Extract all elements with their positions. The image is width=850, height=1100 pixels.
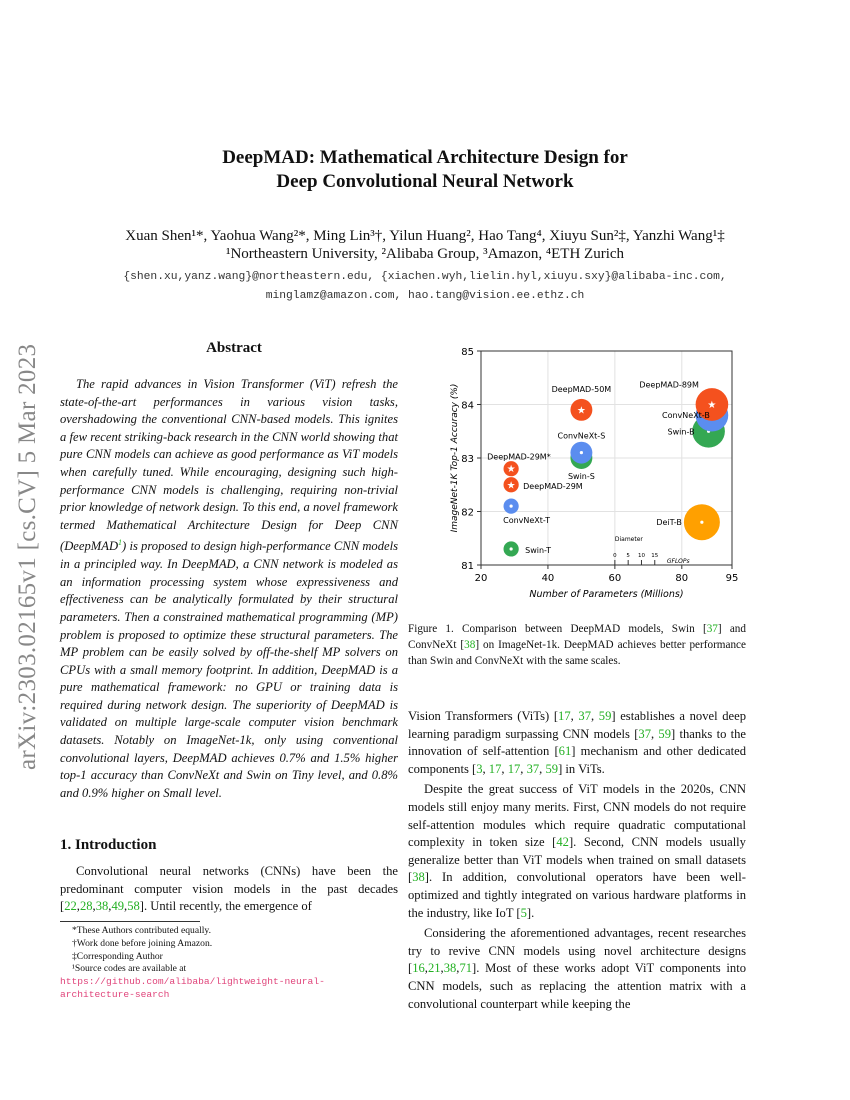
x-tick-label: 20 — [474, 573, 488, 584]
source-code-link[interactable]: https://github.com/alibaba/lightweight-neural-architecture-search — [60, 976, 325, 1000]
y-tick-label: 83 — [461, 454, 474, 465]
author-list: Xuan Shen¹*, Yaohua Wang²*, Ming Lin³†, Yilun Huang², Hao Tang⁴, Xiuyu Sun²‡, Yanzhi Wang¹‡ — [125, 228, 725, 244]
citation-link[interactable]: 49 — [111, 899, 125, 914]
text-run: The rapid advances in Vision Transformer (ViT) refresh the state-of-the-art performances in various vision tasks, overshadowing the conventional CNN-based models. This ignites a few recent striking-back research in the CNN world showing that pure CNN models can achieve as good performance as ViT models when carefully tuned. While encouraging, designing such high-performance CNN models is challenging, requiring non-trivial prior knowledge of network design. To this end, a novel framework termed Mathematical Architecture Design for Deep CNN (DeepMAD — [60, 377, 398, 554]
star-marker: ★ — [506, 464, 516, 476]
citation-link[interactable]: 37 — [706, 623, 718, 635]
citation-link[interactable]: 3 — [476, 761, 483, 776]
text-run: ] mechanism and other dedicated components [ — [408, 744, 746, 776]
point-label: Swin-T — [525, 545, 552, 555]
text-run: ]. In addition, convolutional operators have been well-optimized and tightly integrated on various hardware platforms in the industry, like IoT [ — [408, 870, 746, 920]
title-line: DeepMAD: Mathematical Architecture Design for — [222, 147, 628, 168]
text-run: , — [520, 761, 527, 776]
text-run: ]. Most of these works adopt ViT components into CNN models, such as replacing the attention matrix with a convolutional counterpart while keeping the — [408, 961, 746, 1011]
point-label: DeepMAD-50M — [551, 384, 612, 394]
paragraph — [60, 863, 398, 916]
text-run: ) is proposed to design high-performance CNN models in a principled way. In DeepMAD, a CNN network is modeled as an information processing system whose expressiveness and effectiveness can be analytically formulated by their structural parameters. Then a constrained mathematical programming (MP) problem is proposed to optimize these structural parameters. The MP problem can be easily solved by off-the-shelf MP solvers on CPUs with a small memory footprint. In addition, DeepMAD is a pure mathematical framework: no GPU or training data is required during network design. The superiority of DeepMAD is validated on multiple large-scale computer vision benchmark datasets. Notably on ImageNet-1k, only using conventional convolutional layers, DeepMAD achieves 0.7% and 1.5% higher top-1 accuracy than ConvNeXt and Swin on Tiny level, and 0.8% and 0.9% higher on Small level. — [60, 539, 398, 800]
citation-link[interactable]: 59 — [658, 726, 671, 741]
text-run: †Work done before joining Amazon. — [72, 937, 213, 949]
author-block — [0, 227, 850, 263]
footnote-link[interactable]: 1 — [118, 538, 123, 548]
figure-1-chart — [430, 340, 750, 612]
text-run: ¹Source codes are available at — [72, 963, 187, 975]
citation-link[interactable]: 38 — [95, 899, 109, 914]
right-column-body — [408, 708, 746, 1016]
point-label: DeepMAD-89M — [639, 380, 699, 390]
text-run: Figure 1. Comparison between DeepMAD models, Swin [ — [408, 623, 707, 635]
title-line: Deep Convolutional Neural Network — [276, 171, 574, 192]
citation-link[interactable]: 59 — [545, 761, 559, 776]
paragraph — [408, 708, 746, 778]
abstract-body — [60, 376, 398, 802]
text-run: , — [440, 961, 444, 976]
citation-link[interactable]: 22 — [64, 899, 77, 914]
citation-link[interactable]: 38 — [443, 961, 457, 976]
citation-link[interactable]: 28 — [79, 899, 93, 914]
paragraph — [408, 781, 746, 922]
email-line: {shen.xu,yanz.wang}@northeastern.edu, {xiachen.wyh,lielin.hyl,xiuyu.sxy}@alibaba-inc.com, — [123, 271, 727, 283]
citation-link[interactable]: 71 — [459, 961, 473, 976]
y-tick-label: 84 — [461, 400, 474, 412]
text-run: ] in ViTs. — [558, 761, 605, 776]
paper-title — [0, 146, 850, 194]
text-run: , — [482, 761, 489, 776]
text-run: , — [456, 961, 460, 976]
paragraph — [60, 376, 398, 802]
citation-link[interactable]: 5 — [520, 905, 527, 920]
citation-link[interactable]: 37 — [638, 726, 651, 741]
introduction-body — [60, 863, 398, 916]
citation-link[interactable]: 17 — [488, 761, 502, 776]
figure-caption — [408, 622, 746, 669]
point-label: ConvNeXt-S — [557, 431, 606, 441]
y-tick-label: 82 — [461, 507, 474, 519]
text-run: ] thanks to the innovation of self-attention [ — [408, 726, 747, 759]
text-run: ] establishes a novel deep learning paradigm surpassing CNN models [ — [408, 709, 746, 741]
size-legend-title: Diameter — [614, 536, 643, 543]
text-run: , — [424, 961, 428, 976]
point-label: ConvNeXt-T — [503, 516, 550, 526]
size-legend-unit: GFLOPs — [666, 558, 690, 565]
section-heading-introduction: 1. Introduction — [60, 837, 157, 853]
footnote — [60, 938, 398, 951]
citation-link[interactable]: 38 — [412, 870, 425, 885]
text-run: ]. — [526, 905, 535, 920]
center-dot — [700, 521, 703, 524]
center-dot — [510, 547, 513, 550]
text-run: ‡Corresponding Author — [72, 950, 163, 962]
text-run: Considering the aforementioned advantages, recent researches try to revive CNN models using novel architecture designs [ — [408, 926, 746, 976]
citation-link[interactable]: 37 — [526, 761, 540, 776]
citation-link[interactable]: 17 — [558, 709, 571, 723]
footnote — [60, 925, 398, 938]
citation-link[interactable]: 42 — [556, 835, 569, 850]
citation-link[interactable]: 38 — [464, 638, 476, 651]
text-run: , — [570, 709, 579, 723]
email-line: minglamz@amazon.com, hao.tang@vision.ee.ethz.ch — [265, 290, 585, 302]
point-label: Swin-S — [567, 472, 595, 481]
text-run: Vision Transformers (ViTs) [ — [408, 709, 559, 723]
text-run: ]. Second, CNN models usually generalize better than ViT models when trained on small datasets [ — [408, 835, 746, 885]
citation-link[interactable]: 17 — [507, 761, 521, 776]
citation-link[interactable]: 58 — [127, 899, 140, 914]
center-dot — [510, 505, 513, 508]
center-dot — [580, 451, 583, 454]
text-run: , — [108, 899, 112, 914]
point-label: ConvNeXt-B — [662, 411, 710, 421]
star-marker: ★ — [576, 405, 586, 417]
citation-link[interactable]: 16 — [412, 961, 425, 976]
text-run: , — [651, 726, 659, 741]
citation-link[interactable]: 37 — [578, 709, 591, 723]
star-marker: ★ — [707, 400, 717, 411]
abstract-heading: Abstract — [206, 340, 262, 356]
text-run: Convolutional neural networks (CNNs) have been the predominant computer vision models in the past decades [ — [60, 864, 398, 914]
size-legend-tick-label: 5 — [626, 553, 630, 559]
footnote-divider — [60, 921, 200, 922]
text-run: *These Authors contributed equally. — [72, 925, 211, 936]
point-label: DeiT-B — [656, 518, 682, 528]
text-run: , — [591, 709, 599, 723]
y-tick-label: 85 — [461, 347, 474, 358]
text-run: , — [124, 899, 128, 914]
point-label: DeepMAD-29M — [523, 481, 583, 491]
citation-link[interactable]: 21 — [427, 961, 441, 976]
citation-link[interactable]: 59 — [598, 709, 612, 723]
x-tick-label: 80 — [675, 573, 689, 584]
footnote — [60, 963, 398, 1001]
size-legend-tick-label: 10 — [637, 553, 645, 559]
text-run: ]. Until recently, the emergence of — [139, 899, 312, 914]
text-run: ] on ImageNet-1k. DeepMAD achieves better performance than Swin and ConvNeXt with the same scales. — [408, 638, 746, 667]
footnote — [60, 951, 398, 964]
affiliations: ¹Northeastern University, ²Alibaba Group, ³Amazon, ⁴ETH Zurich — [225, 246, 625, 262]
x-tick-label: 40 — [541, 573, 555, 584]
text-run: , — [539, 761, 546, 776]
size-legend-tick-label: 0 — [613, 553, 617, 559]
emails — [0, 268, 850, 306]
x-axis-label: Number of Parameters (Millions) — [529, 589, 684, 600]
x-tick-label: 95 — [725, 573, 739, 584]
text-run: , — [501, 761, 508, 776]
x-tick-label: 60 — [608, 573, 622, 584]
point-label: Swin-B — [667, 427, 695, 437]
y-tick-label: 81 — [461, 561, 474, 572]
text-run: , — [92, 899, 96, 914]
text-run: , — [76, 899, 80, 914]
arxiv-identifier: arXiv:2303.02165v1 [cs.CV] 5 Mar 2023 — [14, 343, 41, 770]
star-marker: ★ — [506, 480, 516, 492]
point-label: DeepMAD-29M* — [487, 452, 551, 462]
paragraph — [408, 925, 746, 1013]
citation-link[interactable]: 61 — [558, 744, 572, 759]
y-axis-label: ImageNet-1K Top-1 Accuracy (%) — [450, 383, 460, 533]
text-run: ] and ConvNeXt [ — [408, 623, 746, 651]
text-run: Despite the great success of ViT models in the 2020s, CNN models still enjoy many merits. First, CNN models do not require self-attention modules which require quadratic computational complexity in token size [ — [408, 782, 746, 850]
footnotes — [60, 925, 398, 1002]
size-legend-tick-label: 15 — [651, 553, 659, 559]
